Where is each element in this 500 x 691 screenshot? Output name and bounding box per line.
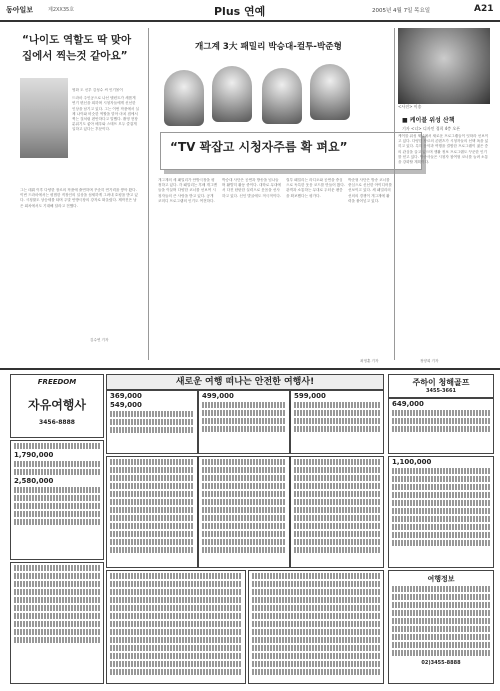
ad-text-line: [110, 653, 242, 659]
ad-text-line: [392, 410, 490, 416]
ad-text-line: [392, 586, 490, 592]
column-divider: [148, 28, 149, 360]
ad-text-line: [392, 626, 490, 632]
ad-text-line: [110, 419, 194, 425]
left-article-body: [20, 188, 140, 348]
ad-text-line: [294, 426, 380, 432]
ad-text-line: [110, 539, 194, 545]
ad-text-line: [392, 642, 490, 648]
ad-text-line: [14, 519, 100, 525]
ad-text-line: [202, 459, 286, 465]
ad-text-line: [110, 597, 242, 603]
ad-text-line: [392, 540, 490, 546]
issue-number: 제2XX35호: [48, 7, 75, 13]
center-headline: 개그계 3大 패밀리 박승대-컬투-박준형: [195, 42, 342, 52]
ad-text-line: [294, 515, 380, 521]
golf-price: 649,000: [392, 400, 424, 408]
left-intro: 영화 도 신부 김성수 씨 인기몰이: [72, 88, 123, 92]
freedom-travel-ad: [10, 374, 104, 438]
ad-text-line: [202, 523, 286, 529]
ad-text-line: [392, 634, 490, 640]
ad-text-line: [202, 467, 286, 473]
ad-text-line: [110, 589, 242, 595]
freedom-name: 자유여행사: [28, 398, 86, 412]
actress-photo: [20, 78, 68, 158]
ad-text-line: [252, 645, 380, 651]
tour-price: 549,000: [110, 401, 142, 409]
ad-text-line: [252, 637, 380, 643]
left-headline: “나이도 역할도 딱 맞아 집에서 찍는것 같아요”: [22, 34, 132, 62]
ad-text-line: [110, 581, 242, 587]
ad-text-line: [110, 491, 194, 497]
ad-text-line: [202, 539, 286, 545]
ad-text-line: [202, 402, 286, 408]
ad-text-line: [110, 613, 242, 619]
ad-text-line: [392, 508, 490, 514]
ad-text-line: [252, 629, 380, 635]
golf-ad: [388, 374, 494, 398]
ad-text-line: [110, 621, 242, 627]
ad-text-line: [110, 531, 194, 537]
ad-text-line: [392, 524, 490, 530]
ad-text-line: [294, 402, 380, 408]
package-ad: [10, 562, 104, 684]
ad-text-line: [252, 653, 380, 659]
comedian-photo: [262, 68, 302, 124]
golf-package-ad: [388, 456, 494, 568]
tour-price: 599,000: [294, 392, 326, 400]
right-byline: 정양희 기자: [420, 359, 439, 363]
left-body-2: 그는 데뷔 이후 다양한 장르의 작품에 출연하며 꾸준히 연기력을 쌓아 왔다. 이번 드라마에서는 평범한 직장인의 일상을 섬세하게 그려내 호평을 받고 있다. 시청률도 상승세를 타며 주말 안방극장의 강자로 떠올랐다. 제작진은 남은 회차에서도 기대해 달라고 전했다.: [20, 188, 138, 208]
ad-text-line: [392, 500, 490, 506]
tour-ad: [290, 456, 384, 568]
ad-text-line: [294, 491, 380, 497]
issue-date: 2005년 4월 7일 목요일: [372, 8, 431, 14]
ad-text-line: [392, 650, 490, 656]
ad-text-line: [110, 573, 242, 579]
ad-text-line: [252, 589, 380, 595]
comedians-group-photo: [158, 60, 358, 128]
ad-text-line: [392, 602, 490, 608]
ad-text-line: [110, 629, 242, 635]
photo-caption: <사진> 이송: [398, 104, 422, 109]
ad-section-rule: [0, 368, 500, 370]
ad-text-line: [294, 459, 380, 465]
ad-text-line: [110, 459, 194, 465]
ad-text-line: [14, 495, 100, 501]
ad-text-line: [202, 410, 286, 416]
comedian-photo: [310, 64, 350, 120]
ad-text-line: [252, 661, 380, 667]
ad-text-line: [392, 610, 490, 616]
travel-info-phone: 02)3455-8888: [421, 660, 461, 666]
ad-text-line: [294, 418, 380, 424]
page-number: A21: [474, 4, 494, 14]
ad-text-line: [14, 621, 100, 627]
ad-text-line: [14, 589, 100, 595]
ad-text-line: [252, 669, 380, 675]
comedian-photo: [212, 66, 252, 122]
ad-text-line: [392, 516, 490, 522]
tour-ad: [248, 570, 384, 684]
ad-text-line: [14, 565, 100, 571]
quote-banner-text: “TV 꽉잡고 시청자주름 확 펴요”: [170, 140, 348, 154]
center-column-4: 박준형 사단은 방송 코너를 중심으로 신선한 아이디어를 선보이고 있다. 세 패밀리의 선의의 경쟁이 개그계에 활력을 불어넣고 있다.: [348, 178, 392, 203]
ad-text-line: [110, 427, 194, 433]
freedom-phone: 3456-8888: [39, 419, 75, 426]
center-column-1: 개그계의 세 패밀리가 안방극장을 평정하고 있다. 각 패밀리는 후배 개그맨들을 이끌며 다양한 코너를 선보여 시청자들의 큰 사랑을 받고 있다. 공개 코미디 프로그램의 인기도 여전하다.: [158, 178, 217, 203]
ad-text-line: [202, 475, 286, 481]
ad-text-line: [252, 621, 380, 627]
golf-phone: 3455-3661: [426, 388, 456, 394]
ad-text-line: [294, 547, 380, 553]
ad-text-line: [202, 418, 286, 424]
right-article-body: 케이블 위성 채널에서 새로운 프로그램들이 잇따라 선보이고 있다. 다양한 장르의 콘텐츠가 시청자들의 선택 폭을 넓히고 있다. 특히 음악과 여행을 결합한 프로그램이 젊은 층의 관심을 끌고 있으며 생활 정보 프로그램도 꾸준한 인기를 얻고 있다. 방송사들은 시청자 참여형 코너를 늘려 소통을 강화할 계획이다.: [398, 134, 489, 165]
ad-text-line: [392, 618, 490, 624]
ad-text-line: [14, 581, 100, 587]
ad-text-line: [294, 539, 380, 545]
left-article-intro: [72, 88, 140, 184]
ad-text-line: [14, 503, 100, 509]
ad-text-line: [202, 499, 286, 505]
golf-price: 1,100,000: [392, 458, 432, 466]
ad-text-line: [110, 637, 242, 643]
left-byline: 김수연 기자: [90, 338, 109, 342]
ad-text-line: [392, 492, 490, 498]
ad-text-line: [14, 629, 100, 635]
travel-info-ad: [388, 570, 494, 684]
ad-text-line: [110, 547, 194, 553]
ad-text-line: [392, 426, 490, 432]
column-divider: [394, 28, 395, 360]
tour-price: 369,000: [110, 392, 142, 400]
center-column-2: 박승대 사단은 공연과 방송을 넘나들며 활발히 활동 중이다. 대학로 무대에서 다진 탄탄한 실력으로 웃음을 선사하고 있다. 신인 발굴에도 적극적이다.: [222, 178, 281, 198]
ad-text-line: [392, 594, 490, 600]
ad-text-line: [294, 467, 380, 473]
ad-text-line: [110, 499, 194, 505]
left-body: 드라마 주인공으로 나선 탤런트가 새롭게 연기 변신을 꾀하며 시청자들에게 신선한 인상을 남기고 있다. 그는 이번 작품에서 실제 나이와 비슷한 역할을 맡아 마치 집에서 찍는 것처럼 편안하다고 말했다. 촬영 현장 분위기도 좋아 배우와 스태프 모두 즐겁게 일하고 있다는 후문이다.: [72, 96, 140, 132]
ad-text-line: [294, 483, 380, 489]
ad-text-line: [110, 523, 194, 529]
ad-text-line: [14, 605, 100, 611]
ad-text-line: [202, 515, 286, 521]
ad-text-line: [202, 483, 286, 489]
ad-text-line: [110, 411, 194, 417]
ad-text-line: [252, 581, 380, 587]
ad-text-line: [110, 645, 242, 651]
paper-name: 동아일보: [6, 6, 34, 14]
tour-ad: [106, 570, 246, 684]
tour-ad: [198, 456, 290, 568]
ad-text-line: [294, 523, 380, 529]
ad-text-line: [392, 532, 490, 538]
ad-text-line: [110, 605, 242, 611]
right-article-title: ■ 케이블 위성 산책: [402, 117, 455, 124]
tour-ad: [290, 390, 384, 454]
ad-text-line: [110, 475, 194, 481]
package-price: 1,790,000: [14, 451, 54, 459]
travel-info-title: 여행정보: [427, 575, 455, 583]
ad-text-line: [14, 461, 100, 467]
right-article-subtitle: 기자 <너> 디자인 경희 4층 오픈: [402, 126, 461, 131]
ad-text-line: [14, 511, 100, 517]
ad-text-line: [252, 605, 380, 611]
ad-text-line: [14, 443, 100, 449]
ad-text-line: [14, 597, 100, 603]
ad-text-line: [202, 531, 286, 537]
ad-text-line: [392, 484, 490, 490]
ad-text-line: [392, 476, 490, 482]
ad-text-line: [202, 491, 286, 497]
masthead: [0, 0, 500, 22]
package-ad: [10, 440, 104, 560]
ad-text-line: [110, 515, 194, 521]
golf-brand: 주하이 청해골프: [412, 378, 470, 387]
travel-banner-ad: [106, 374, 384, 390]
ad-text-line: [110, 669, 242, 675]
ad-text-line: [14, 613, 100, 619]
ad-text-line: [392, 418, 490, 424]
comedian-photo: [164, 70, 204, 126]
ad-text-line: [294, 531, 380, 537]
tour-price: 499,000: [202, 392, 234, 400]
ad-text-line: [14, 487, 100, 493]
ad-text-line: [202, 507, 286, 513]
ad-text-line: [294, 507, 380, 513]
ad-text-line: [110, 467, 194, 473]
ad-text-line: [14, 469, 100, 475]
tour-ad: [106, 456, 198, 568]
tour-ad: [106, 390, 198, 454]
center-column-3: 컬투 패밀리는 라디오와 공연을 중심으로 독특한 웃음 코드를 만들어 왔다. 관객과 소통하는 무대로 두터운 팬층을 확보했다는 평가다.: [286, 178, 345, 198]
ad-text-line: [14, 637, 100, 643]
ad-text-line: [294, 499, 380, 505]
ad-text-line: [294, 475, 380, 481]
ad-text-line: [14, 573, 100, 579]
section-title: Plus 연예: [214, 5, 266, 18]
ad-text-line: [202, 426, 286, 432]
ad-text-line: [202, 547, 286, 553]
travel-banner-text: 새로운 여행 떠나는 안전한 여행사!: [175, 377, 315, 387]
package-price: 2,580,000: [14, 477, 54, 485]
ad-text-line: [252, 613, 380, 619]
ad-text-line: [252, 573, 380, 579]
ad-text-line: [392, 468, 490, 474]
ad-text-line: [110, 661, 242, 667]
singer-photo: [398, 28, 490, 104]
freedom-logo: FREEDOM: [37, 378, 77, 386]
center-byline: 최영훈 기자: [360, 359, 379, 363]
ad-text-line: [110, 483, 194, 489]
golf-package-ad: [388, 398, 494, 454]
ad-text-line: [294, 410, 380, 416]
ad-text-line: [252, 597, 380, 603]
tour-ad: [198, 390, 290, 454]
ad-text-line: [110, 507, 194, 513]
